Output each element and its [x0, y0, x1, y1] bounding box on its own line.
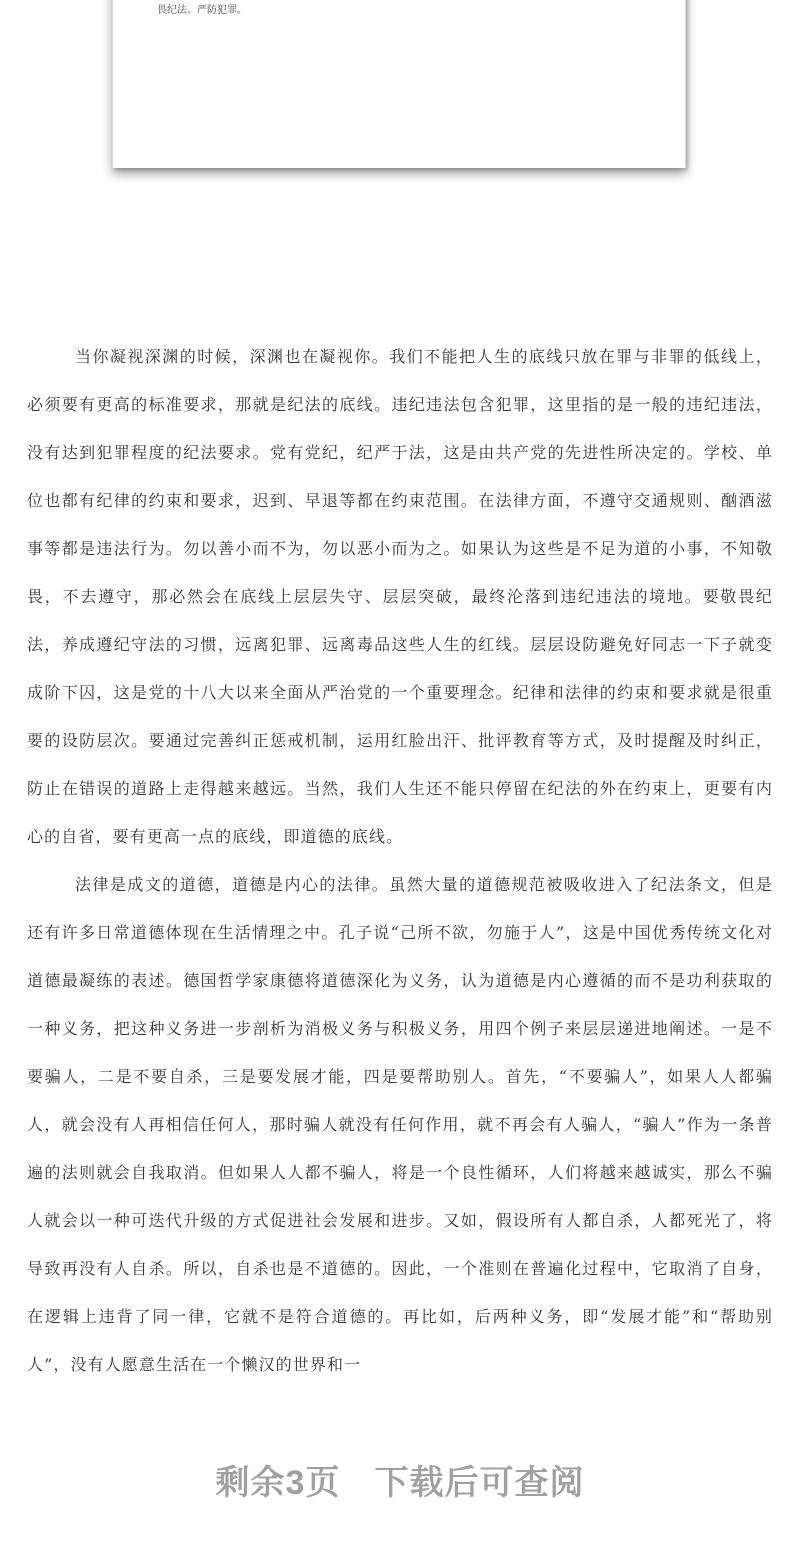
download-hint-label[interactable]: 下载后可查阅	[374, 1464, 585, 1502]
article-body	[27, 333, 773, 1389]
document-preview-card	[112, 0, 686, 168]
remaining-pages-label: 剩余3页	[215, 1464, 341, 1502]
download-prompt-banner[interactable]	[0, 1455, 800, 1504]
preview-last-line: 畏纪法、严防犯罪。	[157, 5, 247, 16]
article-paragraph: 当你凝视深渊的时候，深渊也在凝视你。我们不能把人生的底线只放在罪与非罪的低线上，必须要有更高的标准要求，那就是纪法的底线。违纪违法包含犯罪，这里指的是一般的违纪违法，没有达到犯罪程度的纪法要求。党有党纪，纪严于法，这是由共产党的先进性所决定的。学校、单位也都有纪律的约束和要求，迟到、早退等都在约束范围。在法律方面，不遵守交通规则、酗酒滋事等都是违法行为。勿以善小而不为，勿以恶小而为之。如果认为这些是不足为道的小事，不知敬畏，不去遵守，那必然会在底线上层层失守、层层突破，最终沦落到违纪违法的境地。要敬畏纪法，养成遵纪守法的习惯，远离犯罪、远离毒品这些人生的红线。层层设防避免好同志一下子就变成阶下囚，这是党的十八大以来全面从严治党的一个重要理念。纪律和法律的约束和要求就是很重要的设防层次。要通过完善纠正惩戒机制，运用红脸出汗、批评教育等方式，及时提醒及时纠正，防止在错误的道路上走得越来越远。当然，我们人生还不能只停留在纪法的外在约束上，更要有内心的自省，要有更高一点的底线，即道德的底线。	[27, 347, 773, 846]
preview-card-text	[157, 0, 657, 24]
article-paragraph: 法律是成文的道德，道德是内心的法律。虽然大量的道德规范被吸收进入了纪法条文，但是还有许多日常道德体现在生活情理之中。孔子说“己所不欲，勿施于人”，这是中国优秀传统文化对道德最凝练的表述。德国哲学家康德将道德深化为义务，认为道德是内心遵循的而不是功利获取的一种义务，把这种义务进一步剖析为消极义务与积极义务，用四个例子来层层递进地阐述。一是不要骗人，二是不要自杀，三是要发展才能，四是要帮助别人。首先，“不要骗人”，如果人人都骗人，就会没有人再相信任何人，那时骗人就没有任何作用，就不再会有人骗人，“骗人”作为一条普遍的法则就会自我取消。但如果人人都不骗人，将是一个良性循环，人们将越来越诚实，那么不骗人就会以一种可迭代升级的方式促进社会发展和进步。又如，假设所有人都自杀，人都死光了，将导致再没有人自杀。所以，自杀也是不道德的。因此，一个准则在普遍化过程中，它取消了自身，在逻辑上违背了同一律，它就不是符合道德的。再比如，后两种义务，即“发展才能”和“帮助别人”，没有人愿意生活在一个懒汉的世界和一	[27, 875, 773, 1374]
